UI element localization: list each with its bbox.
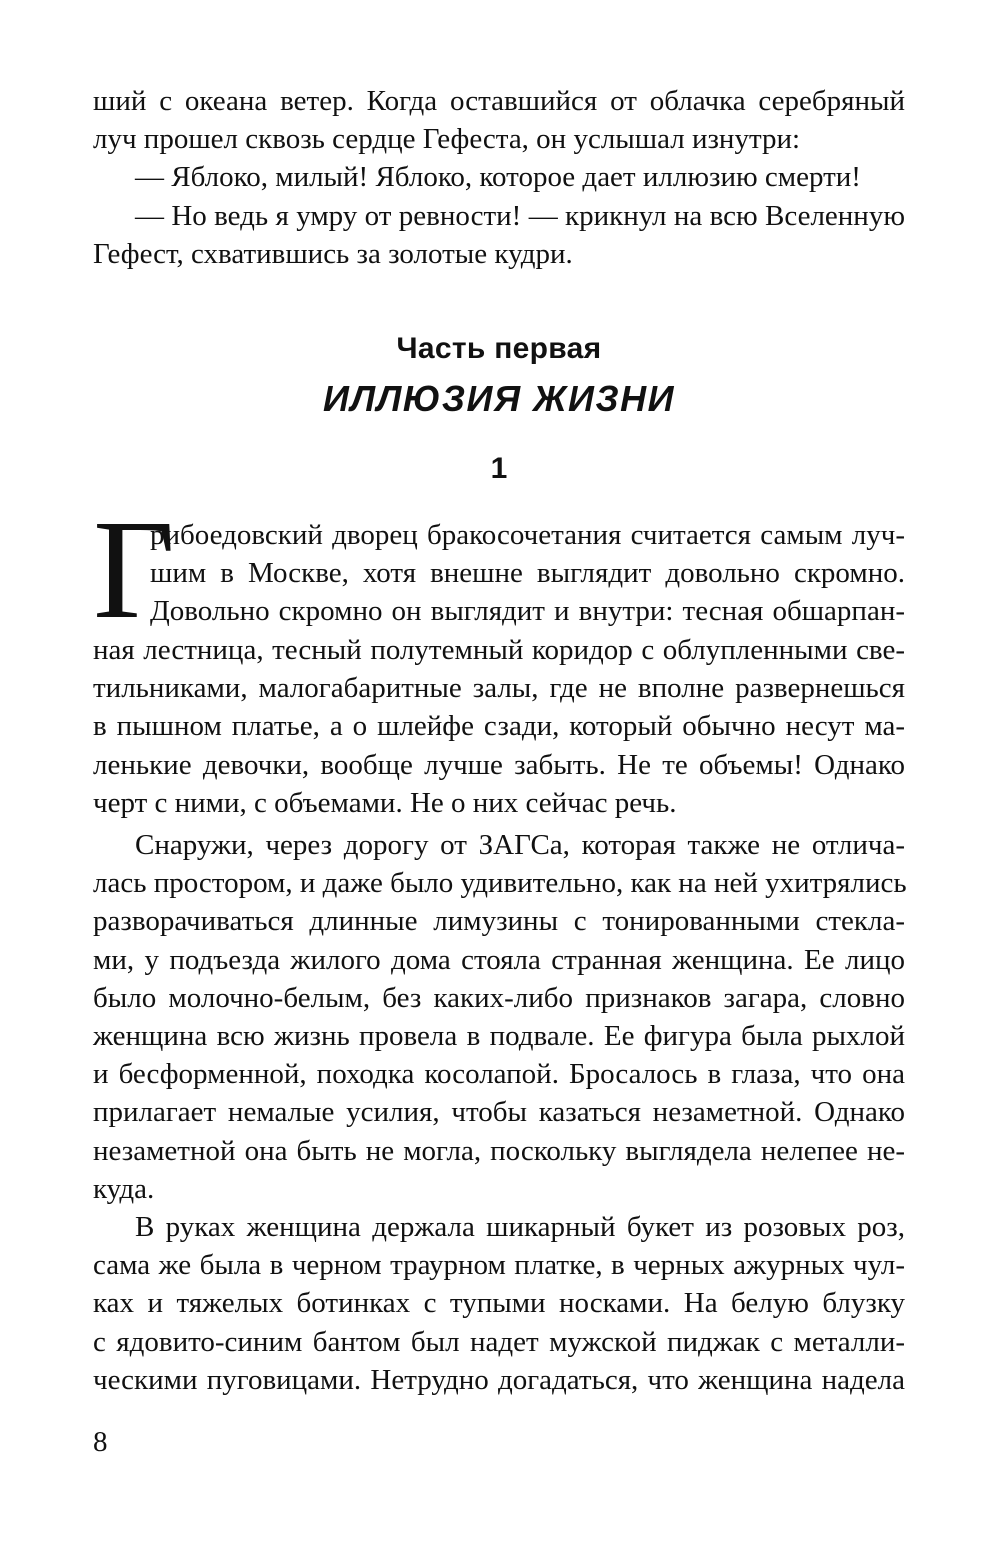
text-line: черт с ними, с объемами. Не о них сейчас речь.	[93, 786, 677, 819]
text-line: лась простором, и даже было удивительно, как на ней ухитрялись	[93, 867, 907, 900]
text-line: Довольно скромно он выглядит и внутри: тесная обшарпан-	[150, 595, 905, 628]
text-line: ми, у подъезда жилого дома стояла странная женщина. Ее лицо	[93, 943, 905, 976]
drop-cap: Г	[93, 490, 176, 648]
paragraph-1-dropcap-lines	[150, 516, 905, 631]
paragraph-1	[93, 631, 905, 822]
text-line: рибоедовский дворец бракосочетания считается самым луч-	[150, 519, 905, 551]
text-line: в пышном платье, а о шлейфе сзади, который обычно несут ма-	[93, 710, 905, 743]
chapter-number: 1	[490, 452, 508, 485]
text-line: было молочно-белым, без каких-либо признаков загара, словно	[93, 981, 905, 1014]
part-heading: Часть первая	[396, 332, 602, 365]
text-line: шим в Москве, хотя внешне выглядит довольно скромно.	[150, 557, 905, 590]
text-line: незаметной она быть не могла, поскольку выглядела нелепее не-	[93, 1134, 905, 1167]
text-line: Гефест, схватившись за золотые кудри.	[93, 237, 573, 270]
text-line: — Но ведь я умру от ревности! — крикнул на всю Вселенную	[135, 199, 905, 232]
paragraph-2	[93, 826, 905, 1208]
paragraph-3	[93, 1208, 905, 1399]
text-line: разворачиваться длинные лимузины с тонированными стекла-	[93, 905, 905, 938]
text-line: ках и тяжелых ботинках с тупыми носками. На белую блузку	[93, 1287, 905, 1320]
page-number: 8	[93, 1426, 108, 1458]
text-line: ческими пуговицами. Нетрудно догадаться, что женщина надела	[93, 1363, 905, 1396]
text-line: Снаружи, через дорогу от ЗАГСа, которая также не отлича-	[135, 829, 905, 861]
text-line: сама же была в черном траурном платке, в черных ажурных чул-	[93, 1249, 905, 1282]
text-line: В руках женщина держала шикарный букет из розовых роз,	[135, 1211, 905, 1243]
text-line: куда.	[93, 1172, 155, 1205]
text-line: женщина всю жизнь провела в подвале. Ее фигура была рыхлой	[93, 1020, 905, 1053]
text-line: тильниками, малогабаритные залы, где не вполне развернешься	[93, 672, 905, 705]
text-line: ная лестница, тесный полутемный коридор с облупленными све-	[93, 634, 905, 666]
text-line: прилагает немалые усилия, чтобы казаться незаметной. Однако	[93, 1096, 905, 1129]
text-line: луч прошел сквозь сердце Гефеста, он услышал изнутри:	[93, 123, 801, 156]
text-line: ленькие девочки, вообще лучше забыть. Не те объемы! Однако	[93, 748, 905, 781]
text-line: и бесформенной, походка косолапой. Бросалось в глаза, что она	[93, 1058, 905, 1091]
text-line: с ядовито-синим бантом был надет мужской пиджак с металли-	[93, 1325, 905, 1358]
prologue-ending	[93, 82, 905, 273]
part-title: ИЛЛЮЗИЯ ЖИЗНИ	[323, 378, 675, 419]
text-line: ший с океана ветер. Когда оставшийся от облачка серебряный	[93, 85, 905, 117]
text-line: — Яблоко, милый! Яблоко, которое дает иллюзию смерти!	[135, 161, 861, 194]
